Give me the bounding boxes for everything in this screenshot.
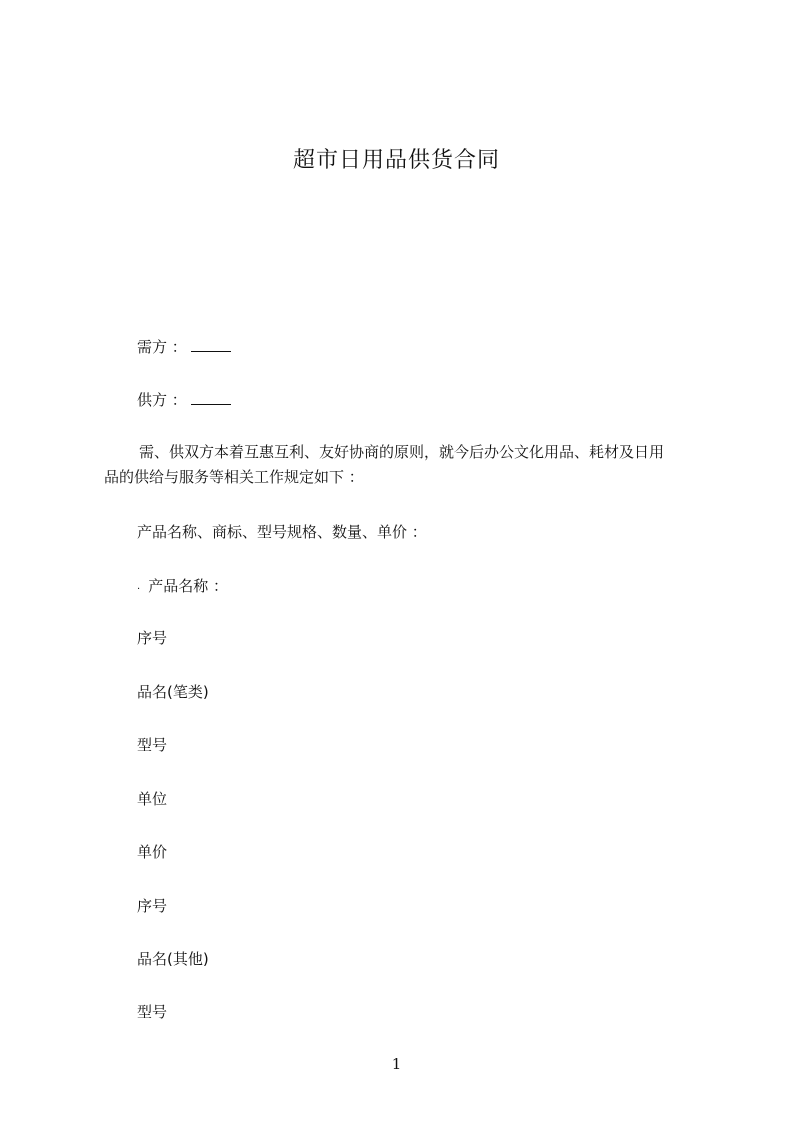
- field-name-other: 品名(其他): [137, 950, 209, 968]
- field-unit-price: 单价: [137, 843, 168, 861]
- supplier-label: 供方 ：: [137, 391, 187, 409]
- field-serial-2: 序号: [137, 897, 168, 915]
- field-model-2: 型号: [137, 1003, 168, 1021]
- intro-line-1: 需、供双方本着互惠互利、友好协商的原则，就今后办公文化用品、耗材及日用: [139, 443, 665, 461]
- buyer-line: [137, 337, 231, 357]
- supplier-line: [137, 390, 231, 410]
- product-name-line: [137, 576, 228, 597]
- document-title: 超市日用品供货合同: [292, 148, 500, 173]
- intro-paragraph: [104, 440, 704, 490]
- field-unit: 单位: [137, 790, 168, 808]
- field-model-1: 型号: [137, 736, 168, 754]
- products-heading: 产品名称、商标、型号规格、数量、单价 ：: [137, 523, 427, 541]
- supplier-blank: [191, 392, 231, 405]
- buyer-label: 需方 ：: [137, 338, 187, 356]
- product-name-bullet: .: [137, 580, 141, 592]
- field-serial-1: 序号: [137, 629, 168, 647]
- page-number: 1: [391, 1055, 402, 1073]
- buyer-blank: [191, 339, 231, 352]
- intro-line-2: 品的供给与服务等相关工作规定如下 ：: [104, 468, 364, 486]
- field-name-pens: 品名(笔类): [137, 683, 209, 701]
- product-name-label: 产品名称 ：: [148, 577, 228, 595]
